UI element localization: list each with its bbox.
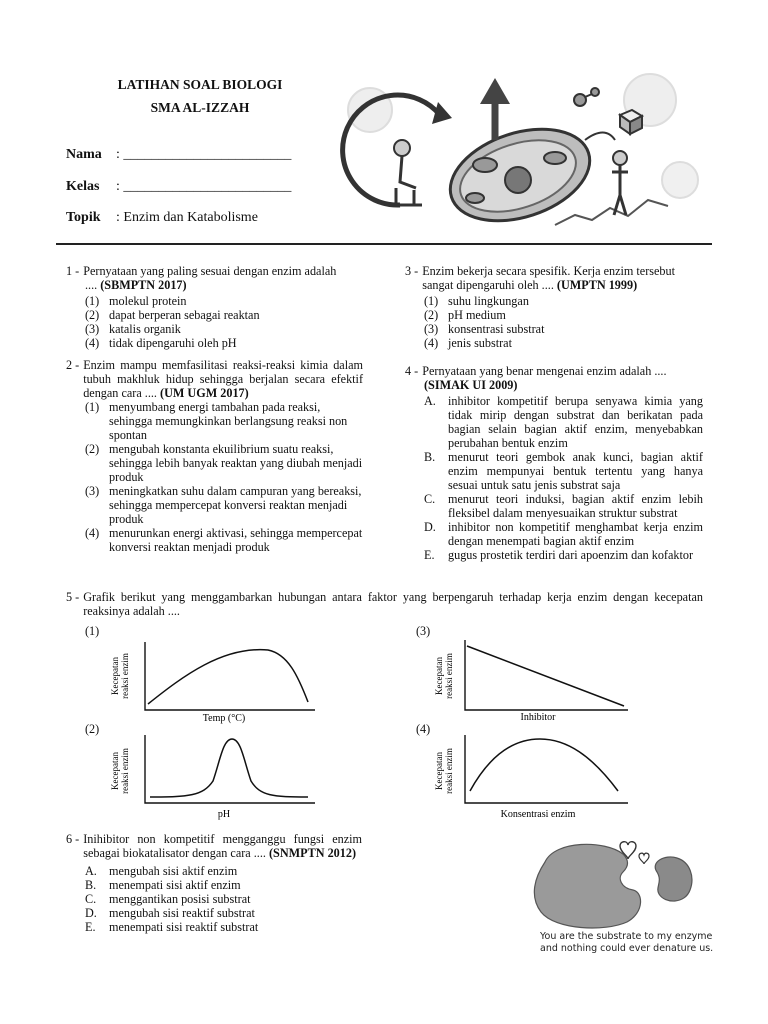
option-text: katalis organik [109, 322, 181, 336]
q1-option[interactable] [85, 322, 366, 336]
q1-continuation: .... [85, 278, 101, 292]
ylabel-line1: Kecepatan [434, 657, 444, 695]
option-text: menempati sisi aktif enzim [109, 878, 241, 892]
q4-number: 4 - [405, 364, 419, 378]
option-text: menyumbang energi tambahan pada reaksi, sehingga memungkinkan berlangsung reaksi non spontan [109, 400, 348, 442]
enzyme-cartoon [525, 832, 705, 932]
question-1 [66, 264, 366, 350]
q1-option[interactable] [85, 294, 366, 308]
option-label: (1) [85, 400, 100, 414]
q4-options [405, 394, 703, 562]
question-2 [66, 358, 363, 554]
q2-option[interactable] [85, 442, 363, 484]
option-text: konsentrasi substrat [448, 322, 545, 336]
q6-number: 6 - [66, 832, 80, 846]
substrate-shape [655, 857, 692, 901]
q2-option[interactable] [85, 400, 363, 442]
graph-2-curve [150, 739, 308, 797]
worksheet-title: LATIHAN SOAL BIOLOGI [117, 77, 283, 92]
ylabel-line2: reaksi enzim [444, 653, 454, 699]
option-text: meningkatkan suhu dalam campuran yang bereaksi, sehingga mempercepat konversi reaktan menjadi produk [109, 484, 362, 526]
graph-2-axes [145, 735, 315, 803]
option-text: menggantikan posisi substrat [109, 892, 251, 906]
graph-1-xlabel: Temp (°C) [202, 713, 246, 724]
option-text: dapat berperan sebagai reaktan [109, 308, 260, 322]
q2-option[interactable] [85, 526, 363, 554]
ylabel-line1: Kecepatan [434, 752, 444, 790]
option-label: E. [424, 548, 435, 562]
question-4 [405, 364, 703, 562]
ylabel-line2: reaksi enzim [120, 653, 130, 699]
q6-option[interactable] [85, 878, 362, 892]
q1-option[interactable] [85, 308, 366, 322]
q6-option[interactable] [85, 892, 362, 906]
q4-option[interactable] [424, 492, 703, 520]
q1-source: (SBMPTN 2017) [100, 278, 187, 292]
q3-option[interactable] [424, 322, 705, 336]
ylabel-line1: Kecepatan [110, 752, 120, 790]
ylabel-line2: reaksi enzim [444, 748, 454, 794]
q6-option[interactable] [85, 920, 362, 934]
option-text: molekul protein [109, 294, 187, 308]
option-label: (3) [424, 322, 439, 336]
q4-option[interactable] [424, 394, 703, 450]
graph-2-label[interactable]: (2) [85, 722, 100, 736]
graph-2 [108, 731, 323, 821]
option-label: E. [85, 920, 96, 934]
q6-options [66, 864, 362, 934]
q3-source: (UMPTN 1999) [556, 278, 638, 292]
q5-number: 5 - [66, 590, 80, 604]
option-label: (1) [424, 294, 439, 308]
q5-text: Grafik berikut yang menggambarkan hubungan antara faktor yang berpengaruh terhadap kerja enzim dengan kecepatan reaksinya adalah .... [83, 590, 703, 618]
q1-number: 1 - [66, 264, 80, 278]
option-label: (3) [85, 322, 100, 336]
option-text: menurut teori induksi, bagian aktif enzim lebih fleksibel dalam menyesuaikan struktur substrat [448, 492, 703, 520]
option-text: gugus prostetik terdiri dari apoenzim dan kofaktor [448, 548, 694, 562]
q6-option[interactable] [85, 864, 362, 878]
q6-option[interactable] [85, 906, 362, 920]
q2-number: 2 - [66, 358, 80, 372]
class-label: Kelas [66, 179, 100, 194]
q3-options [405, 294, 705, 350]
enzyme-shape [534, 844, 640, 928]
option-label: C. [85, 892, 97, 906]
cartoon-caption-2: and nothing could ever denature us. [540, 943, 714, 954]
q4-option[interactable] [424, 450, 703, 492]
option-label: (4) [85, 336, 100, 350]
class-field [66, 180, 291, 194]
question-5 [66, 590, 703, 618]
graph-1 [108, 636, 323, 724]
q4-text: Pernyataan yang benar mengenai enzim adalah .... [422, 364, 667, 378]
q2-option[interactable] [85, 484, 363, 526]
graph-4-ylabel [434, 748, 454, 794]
graph-4-label[interactable]: (4) [416, 722, 431, 736]
graph-4-axes [465, 735, 628, 803]
option-label: B. [424, 450, 436, 464]
graph-1-curve [148, 650, 308, 704]
graph-1-ylabel [110, 653, 130, 699]
graph-2-xlabel: pH [217, 809, 231, 820]
q3-option[interactable] [424, 308, 705, 322]
graph-1-axes [145, 642, 315, 710]
option-text: jenis substrat [448, 336, 512, 350]
graph-2-ylabel [110, 748, 130, 794]
option-label: (4) [424, 336, 439, 350]
q6-source: (SNMPTN 2012) [269, 846, 356, 860]
option-label: (3) [85, 484, 100, 498]
q2-options [66, 400, 363, 554]
cartoon-caption-1: You are the substrate to my enzyme [540, 931, 713, 942]
option-text: menurut teori gembok anak kunci, bagian aktif enzim mempunyai bentuk tertentu yang hanya sesuai untuk satu jenis substrat saja [448, 450, 703, 492]
graph-3-line [467, 646, 624, 706]
option-text: menempati sisi reaktif substrat [109, 920, 259, 934]
q4-option[interactable] [424, 548, 703, 562]
option-label: D. [85, 906, 97, 920]
question-6 [66, 832, 362, 934]
header-illustration [330, 70, 710, 230]
school-name: SMA AL-IZZAH [150, 100, 250, 115]
option-text: mengubah sisi aktif enzim [109, 864, 238, 878]
graph-3-xlabel: Inhibitor [520, 712, 556, 720]
topic-field [66, 211, 258, 225]
graph-3-axes [465, 640, 628, 710]
q4-source: (SIMAK UI 2009) [424, 378, 518, 392]
name-label: Nama [66, 147, 102, 162]
class-blank[interactable]: : ________________________ [116, 179, 292, 194]
q3-option[interactable] [424, 294, 705, 308]
name-field [66, 148, 291, 162]
option-text: pH medium [448, 308, 506, 322]
q6-text: Inihibitor non kompetitif mengganggu fungsi enzim sebagai biokatalisator dengan cara .... [83, 832, 362, 860]
q1-options [66, 294, 366, 350]
option-text: inhibitor non kompetitif menghambat kerja enzim dengan menempati bagian aktif enzim [448, 520, 703, 548]
topic-value: : Enzim dan Katabolisme [116, 210, 258, 225]
option-label: (2) [85, 308, 100, 322]
option-text: mengubah sisi reaktif substrat [109, 906, 255, 920]
graph-3-label[interactable]: (3) [416, 624, 431, 638]
option-label: (1) [85, 294, 100, 308]
graph-4-xlabel: Konsentrasi enzim [500, 809, 576, 819]
option-label: (2) [85, 442, 100, 456]
q2-source: (UM UGM 2017) [160, 386, 249, 400]
option-label: (2) [424, 308, 439, 322]
option-label: D. [424, 520, 436, 534]
header-divider [56, 243, 712, 245]
option-text: mengubah konstanta ekuilibrium suatu reaksi, sehingga lebih banyak reaktan yang diubah menjadi produk [109, 442, 363, 484]
q2-text: Enzim mampu memfasilitasi reaksi-reaksi kimia dalam tubuh makhluk hidup sehingga berjalan secara efektif dengan cara .... [83, 358, 363, 400]
q3-number: 3 - [405, 264, 419, 278]
option-text: menurunkan energi aktivasi, sehingga mempercepat konversi reaktan menjadi produk [109, 526, 363, 554]
heart-icon [639, 853, 649, 864]
option-text: inhibitor kompetitif berupa senyawa kimia yang tidak mirip dengan substrat dan berikatan pada bagian selain bagian aktif enzim, menyebabkan perubahan bentuk enzim [448, 394, 703, 450]
q1-option[interactable] [85, 336, 366, 350]
name-blank[interactable]: : ________________________ [116, 147, 292, 162]
ylabel-line1: Kecepatan [110, 657, 120, 695]
q1-text: Pernyataan yang paling sesuai dengan enzim adalah [83, 264, 337, 278]
option-label: C. [424, 492, 436, 506]
q3-text: Enzim bekerja secara spesifik. Kerja enzim tersebut sangat dipengaruhi oleh .... [422, 264, 675, 292]
option-label: A. [85, 864, 97, 878]
graph-4-curve [470, 739, 618, 791]
graph-4 [432, 731, 632, 819]
option-text: tidak dipengaruhi oleh pH [109, 336, 237, 350]
option-label: A. [424, 394, 436, 408]
graph-1-label[interactable]: (1) [85, 624, 100, 638]
ylabel-line2: reaksi enzim [120, 748, 130, 794]
topic-label: Topik [66, 210, 101, 225]
question-3 [405, 264, 705, 350]
graph-3-ylabel [434, 653, 454, 699]
option-text: suhu lingkungan [448, 294, 529, 308]
graph-3 [432, 636, 632, 720]
q3-option[interactable] [424, 336, 705, 350]
option-label: (4) [85, 526, 100, 540]
option-label: B. [85, 878, 97, 892]
q4-option[interactable] [424, 520, 703, 548]
